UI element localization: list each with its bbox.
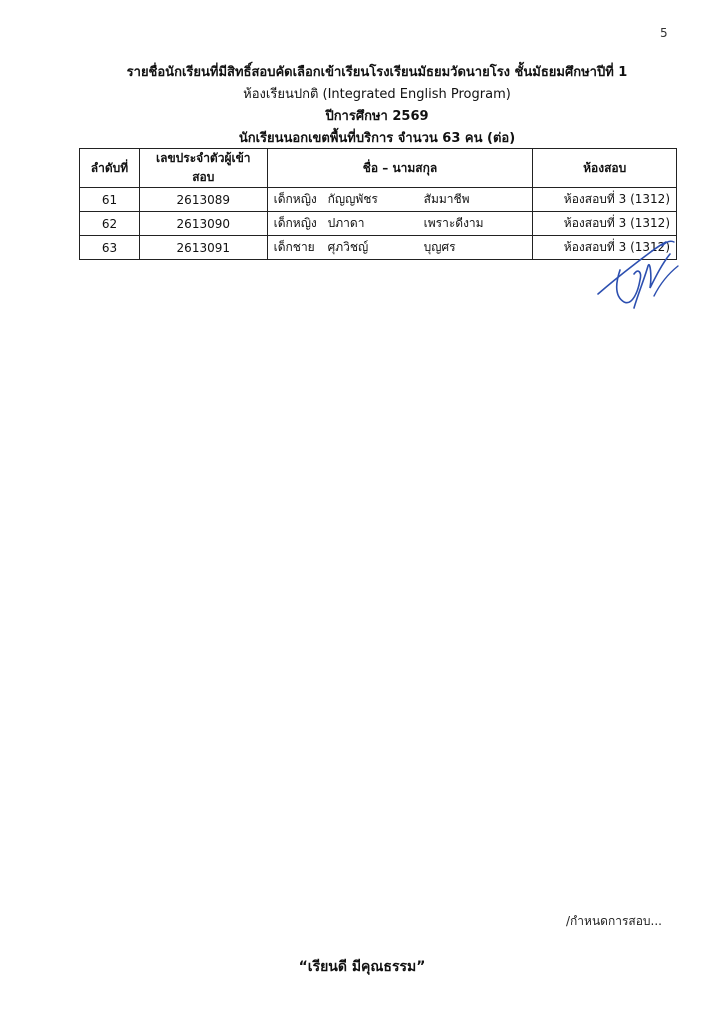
first-name: ปภาดา	[327, 216, 365, 230]
cell-exam-id: 2613089	[139, 188, 267, 212]
last-name: สัมมาชีพ	[423, 192, 470, 206]
signature-image	[590, 236, 686, 320]
table-row	[80, 236, 677, 260]
header-program: ห้องเรียนปกติ (Integrated English Program)	[243, 87, 511, 102]
table-header-row	[80, 149, 677, 188]
name-title: เด็กชาย	[273, 240, 315, 254]
col-header-name: ชื่อ – นามสกุล	[267, 149, 533, 188]
col-header-exam-id: เลขประจำตัวผู้เข้าสอบ	[139, 149, 267, 188]
header-title: รายชื่อนักเรียนที่มีสิทธิ์สอบคัดเลือกเข้าเรียนโรงเรียนมัธยมวัดนายโรง ชั้นมัธยมศึกษาปีที่ 1	[126, 65, 628, 80]
cell-seq: 63	[80, 236, 140, 260]
cell-exam-id: 2613091	[139, 236, 267, 260]
name-title: เด็กหญิง	[273, 216, 317, 230]
continue-note: /กำหนดการสอบ...	[566, 914, 662, 928]
cell-seq: 61	[80, 188, 140, 212]
cell-room: ห้องสอบที่ 3 (1312)	[533, 188, 677, 212]
table-row	[80, 212, 677, 236]
header-academic-year: ปีการศึกษา 2569	[325, 109, 429, 124]
cell-exam-id: 2613090	[139, 212, 267, 236]
student-roster-table	[79, 148, 677, 260]
cell-name	[267, 236, 533, 260]
page-number: 5	[660, 26, 668, 40]
cell-seq: 62	[80, 212, 140, 236]
school-motto: “เรียนดี มีคุณธรรม”	[298, 959, 426, 975]
header-group: นักเรียนนอกเขตพื้นที่บริการ จำนวน 63 คน (ต่อ)	[238, 131, 516, 146]
name-title: เด็กหญิง	[273, 192, 317, 206]
last-name: บุญศร	[423, 240, 456, 254]
table-row	[80, 188, 677, 212]
cell-name	[267, 212, 533, 236]
first-name: ศุภวิชญ์	[327, 240, 369, 254]
cell-name	[267, 188, 533, 212]
col-header-room: ห้องสอบ	[533, 149, 677, 188]
document-header	[120, 62, 634, 150]
cell-room: ห้องสอบที่ 3 (1312)	[533, 236, 677, 260]
cell-room: ห้องสอบที่ 3 (1312)	[533, 212, 677, 236]
first-name: กัญญพัชร	[327, 192, 378, 206]
last-name: เพราะดีงาม	[423, 216, 484, 230]
col-header-seq: ลำดับที่	[80, 149, 140, 188]
